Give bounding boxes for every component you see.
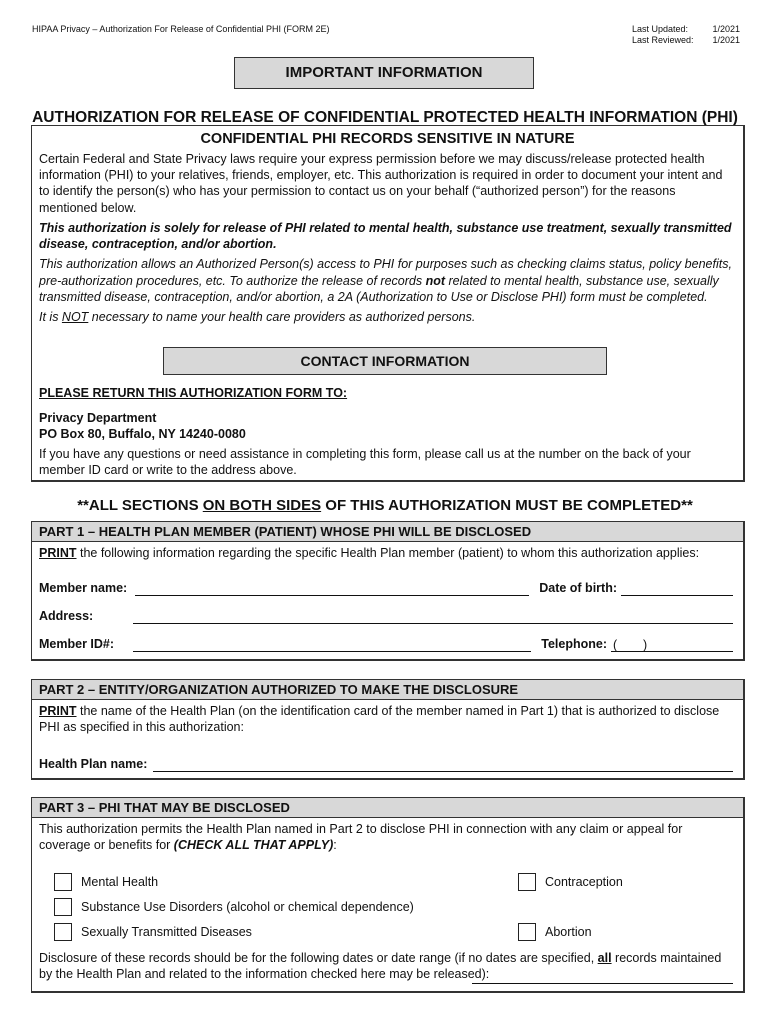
- contraception-checkbox[interactable]: [518, 873, 536, 891]
- abortion-checkbox[interactable]: [518, 923, 536, 941]
- part-3-check-all: (CHECK ALL THAT APPLY): [173, 838, 334, 853]
- telephone-open-paren: (: [613, 637, 618, 652]
- part-1-instr-text: the following information regarding the specific Health Plan member (patient) to whom this authorization applies:: [76, 546, 700, 560]
- date-range-text-b: records maintained by the Health Plan and related to the information checked here may be released):: [39, 951, 722, 982]
- last-reviewed-value: 1/2021: [712, 35, 740, 46]
- substance-use-checkbox[interactable]: [54, 898, 72, 916]
- member-name-label: Member name:: [39, 580, 128, 595]
- member-id-row: [39, 634, 733, 652]
- intro-paragraph-2: This authorization is solely for release of PHI related to mental health, substance use treatment, sexually transmitted disease, contraception, and/or abortion.: [39, 220, 732, 252]
- member-name-row: [39, 578, 733, 596]
- mental-health-label: Mental Health: [81, 874, 159, 889]
- part-3-instructions: [39, 821, 736, 854]
- member-id-field[interactable]: [133, 638, 531, 652]
- part-1-section: [31, 521, 745, 661]
- part-3-instr-colon: :: [333, 838, 337, 853]
- date-range-text-a: Disclosure of these records should be for the following dates or date range (if no dates are specified,: [39, 951, 598, 965]
- main-title: AUTHORIZATION FOR RELEASE OF CONFIDENTIAL PROTECTED HEALTH INFORMATION (PHI): [32, 109, 738, 126]
- part-2-title: PART 2 – ENTITY/ORGANIZATION AUTHORIZED TO MAKE THE DISCLOSURE: [32, 680, 743, 700]
- contraception-label: Contraception: [545, 874, 623, 889]
- part-3-title: PART 3 – PHI THAT MAY BE DISCLOSED: [32, 798, 743, 818]
- sections-notice-suffix: OF THIS AUTHORIZATION MUST BE COMPLETED**: [321, 497, 693, 514]
- address-field[interactable]: [133, 610, 733, 624]
- date-range-all: all: [597, 951, 612, 965]
- part-2-section: [31, 679, 745, 780]
- part-1-title: PART 1 – HEALTH PLAN MEMBER (PATIENT) WHOSE PHI WILL BE DISCLOSED: [32, 522, 743, 542]
- address-row: [39, 606, 733, 624]
- sections-notice-underlined: ON BOTH SIDES: [202, 497, 322, 514]
- std-label: Sexually Transmitted Diseases: [81, 924, 252, 939]
- part-1-body: [32, 542, 743, 564]
- intro-paragraph-3: [39, 256, 736, 305]
- date-of-birth-field[interactable]: [621, 582, 733, 596]
- member-name-field[interactable]: [135, 582, 529, 596]
- option-contraception: [518, 873, 623, 891]
- revision-dates: [632, 24, 740, 47]
- date-range-field[interactable]: [472, 970, 733, 984]
- part-3-section: [31, 797, 745, 993]
- telephone-label: Telephone:: [541, 636, 607, 651]
- intro-p3-text-b: related to mental health, substance use, sexually transmitted disease, contraception, and/or abortion, a 2A (Authorization to Use or Disclose PHI) form must be completed.: [39, 273, 719, 304]
- intro-subtitle: CONFIDENTIAL PHI RECORDS SENSITIVE IN NATURE: [200, 131, 575, 147]
- telephone-close-paren: ): [643, 637, 648, 652]
- health-plan-name-label: Health Plan name:: [39, 756, 148, 771]
- intro-box: [31, 125, 745, 482]
- option-abortion: [518, 923, 592, 941]
- option-substance-use: [54, 898, 414, 916]
- part-2-instr-text: the name of the Health Plan (on the identification card of the member named in Part 1) that is authorized to disclose PHI as specified in this authorization:: [39, 704, 720, 735]
- part-1-instructions: [39, 545, 736, 561]
- substance-use-label: Substance Use Disorders (alcohol or chemical dependence): [81, 899, 414, 914]
- part-3-instr-text: This authorization permits the Health Plan named in Part 2 to disclose PHI in connection with any claim or appeal for coverage or benefits for: [39, 822, 683, 853]
- part-2-print-word: PRINT: [39, 704, 77, 718]
- part-2-instructions: [39, 703, 736, 736]
- contact-information-banner: CONTACT INFORMATION: [163, 347, 607, 375]
- intro-paragraph-4: [39, 309, 736, 325]
- last-reviewed-label: Last Reviewed:: [632, 35, 694, 46]
- member-id-label: Member ID#:: [39, 636, 115, 651]
- mental-health-checkbox[interactable]: [54, 873, 72, 891]
- last-updated-label: Last Updated:: [632, 24, 689, 34]
- return-address: [39, 410, 246, 443]
- last-updated-value: 1/2021: [712, 24, 740, 34]
- sections-notice: [0, 496, 770, 516]
- part-2-body: [32, 700, 743, 739]
- std-checkbox[interactable]: [54, 923, 72, 941]
- intro-p4-text-b: necessary to name your health care providers as authorized persons.: [88, 310, 476, 325]
- part-3-body: [32, 818, 743, 857]
- abortion-label: Abortion: [545, 924, 592, 939]
- important-information-banner: IMPORTANT INFORMATION: [234, 57, 534, 89]
- health-plan-name-field[interactable]: [153, 758, 733, 772]
- telephone-field[interactable]: [611, 638, 733, 652]
- intro-p3-text-a: This authorization allows an Authorized Person(s) access to PHI for purposes such as checking claims status, policy benefits, pre-authorization procedures, etc. To authorize the release of records: [39, 257, 732, 288]
- intro-p4-text-a: It is: [39, 310, 62, 325]
- help-text: If you have any questions or need assistance in completing this form, please call us at the number on the back of your member ID card or write to the address above.: [39, 447, 691, 478]
- option-std: [54, 923, 252, 941]
- option-mental-health: [54, 873, 158, 891]
- dob-label: Date of birth:: [539, 580, 617, 595]
- intro-p3-not: not: [425, 273, 445, 288]
- address-label: Address:: [39, 608, 94, 623]
- address-line-2: PO Box 80, Buffalo, NY 14240-0080: [39, 427, 246, 442]
- return-form-header: PLEASE RETURN THIS AUTHORIZATION FORM TO:: [39, 386, 348, 400]
- part-1-print-word: PRINT: [39, 546, 77, 560]
- sections-notice-prefix: **ALL SECTIONS: [77, 497, 203, 514]
- intro-paragraph-1: Certain Federal and State Privacy laws require your express permission before we may discuss/release protected health information (PHI) to your relatives, friends, employer, etc. This authorization is required in order to document your intent and to identify the person(s) who has your permission to contact us on your behalf (“authorized person”) for the reasons mentioned below.: [39, 151, 723, 215]
- form-title: HIPAA Privacy – Authorization For Release of Confidential PHI (FORM 2E): [32, 24, 330, 34]
- intro-p4-not: NOT: [61, 310, 89, 325]
- address-line-1: Privacy Department: [39, 411, 157, 425]
- health-plan-name-row: [39, 754, 733, 772]
